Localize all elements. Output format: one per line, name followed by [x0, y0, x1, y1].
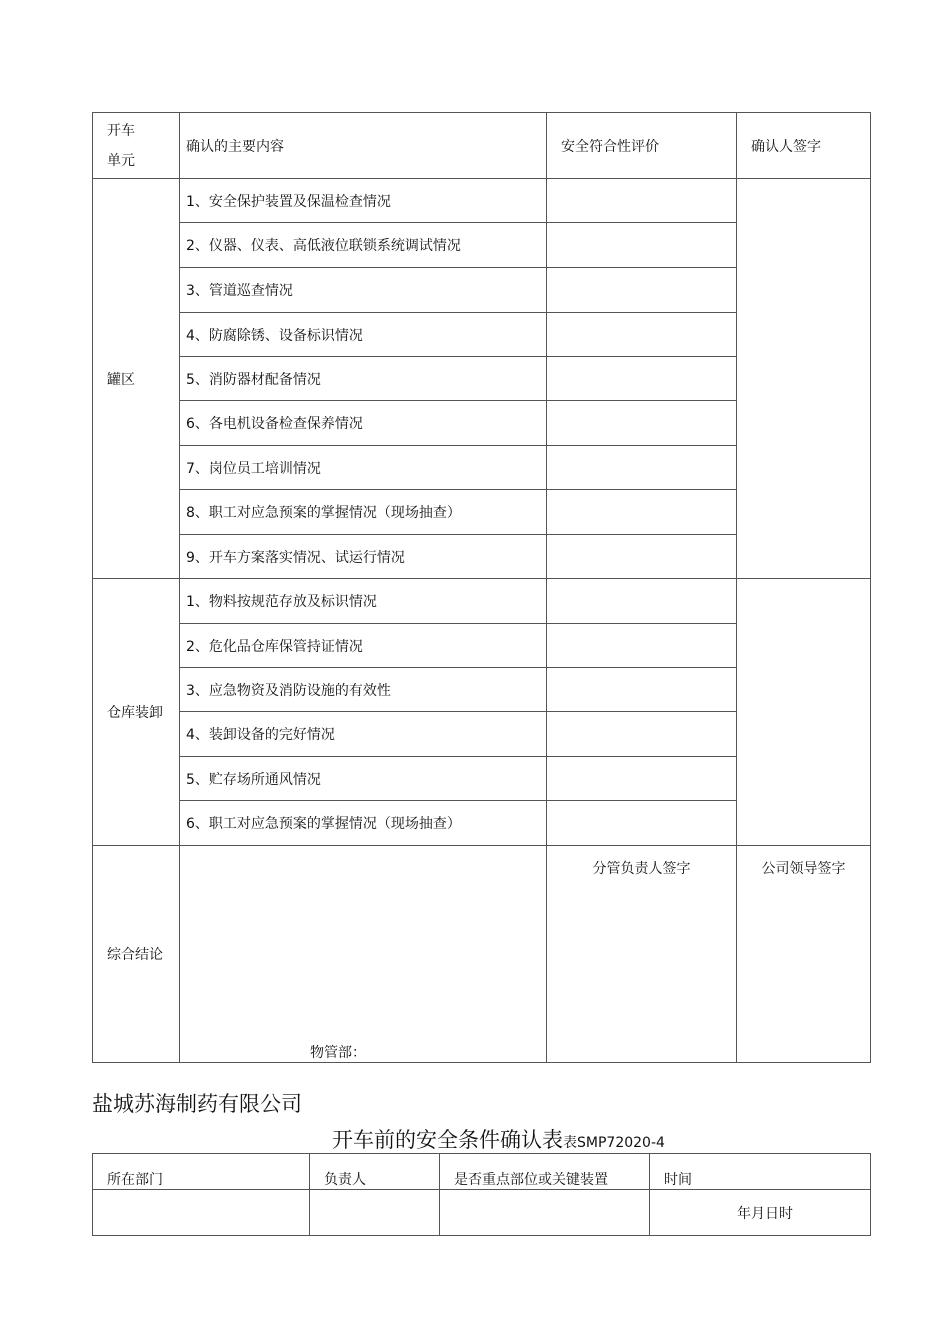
evaluation-cell[interactable] — [547, 179, 737, 223]
person-value[interactable] — [310, 1190, 440, 1236]
key-location-value[interactable] — [440, 1190, 650, 1236]
evaluation-cell[interactable] — [547, 446, 737, 490]
check-item: 3、应急物资及消防设施的有效性 — [180, 668, 547, 712]
conclusion-label: 综合结论 — [93, 846, 180, 1063]
check-item: 9、开车方案落实情况、试运行情况 — [180, 535, 547, 579]
check-item: 5、贮存场所通风情况 — [180, 757, 547, 801]
header-signer: 确认人签字 — [737, 113, 871, 179]
check-item: 3、管道巡查情况 — [180, 268, 547, 313]
table-row — [93, 179, 871, 223]
signer-cell[interactable] — [737, 579, 871, 846]
dept-label: 物管部： — [310, 1045, 366, 1061]
evaluation-cell[interactable] — [547, 579, 737, 624]
safety-check-table — [92, 112, 871, 1063]
info-value-row — [93, 1190, 871, 1236]
form-title-line — [332, 1124, 665, 1154]
header-content: 确认的主要内容 — [180, 113, 547, 179]
evaluation-cell[interactable] — [547, 757, 737, 801]
table-row — [93, 579, 871, 624]
check-item: 6、职工对应急预案的掌握情况（现场抽查） — [180, 801, 547, 846]
check-item: 4、装卸设备的完好情况 — [180, 712, 547, 757]
evaluation-cell[interactable] — [547, 401, 737, 446]
unit-tank-area: 罐区 — [93, 179, 180, 579]
check-item: 5、消防器材配备情况 — [180, 357, 547, 401]
check-item: 1、安全保护装置及保温检查情况 — [180, 179, 547, 223]
conclusion-row — [93, 846, 871, 1063]
evaluation-cell[interactable] — [547, 624, 737, 668]
time-value[interactable]: 年月日时 — [650, 1190, 871, 1236]
check-item: 2、仪器、仪表、高低液位联锁系统调试情况 — [180, 223, 547, 268]
header-time: 时间 — [650, 1154, 871, 1190]
evaluation-cell[interactable] — [547, 712, 737, 757]
evaluation-cell[interactable] — [547, 668, 737, 712]
evaluation-cell[interactable] — [547, 268, 737, 313]
header-evaluation: 安全符合性评价 — [547, 113, 737, 179]
table-header-row — [93, 113, 871, 179]
header-person-in-charge: 负责人 — [310, 1154, 440, 1190]
check-item: 4、防腐除锈、设备标识情况 — [180, 313, 547, 357]
form-title: 开车前的安全条件确认表 — [332, 1128, 563, 1152]
check-item: 6、各电机设备检查保养情况 — [180, 401, 547, 446]
header-key-location: 是否重点部位或关键装置 — [440, 1154, 650, 1190]
check-item: 8、职工对应急预案的掌握情况（现场抽查） — [180, 490, 547, 535]
evaluation-cell[interactable] — [547, 313, 737, 357]
info-table — [92, 1153, 871, 1236]
unit-warehouse: 仓库装卸 — [93, 579, 180, 846]
manager-sign-label: 分管负责人签字 — [592, 861, 691, 877]
department-value[interactable] — [93, 1190, 310, 1236]
company-name: 盐城苏海制药有限公司 — [92, 1092, 302, 1116]
form-code: 表SMP72020-4 — [563, 1135, 665, 1151]
header-department: 所在部门 — [93, 1154, 310, 1190]
evaluation-cell[interactable] — [547, 490, 737, 535]
header-unit: 开车 单元 — [93, 113, 180, 179]
manager-sign-cell[interactable] — [547, 846, 737, 1063]
info-header-row — [93, 1154, 871, 1190]
evaluation-cell[interactable] — [547, 357, 737, 401]
conclusion-body[interactable] — [180, 846, 547, 1063]
check-item: 1、物料按规范存放及标识情况 — [180, 579, 547, 624]
leader-sign-label: 公司领导签字 — [761, 861, 846, 877]
evaluation-cell[interactable] — [547, 535, 737, 579]
evaluation-cell[interactable] — [547, 801, 737, 846]
check-item: 7、岗位员工培训情况 — [180, 446, 547, 490]
check-item: 2、危化品仓库保管持证情况 — [180, 624, 547, 668]
signer-cell[interactable] — [737, 179, 871, 579]
evaluation-cell[interactable] — [547, 223, 737, 268]
leader-sign-cell[interactable] — [737, 846, 871, 1063]
